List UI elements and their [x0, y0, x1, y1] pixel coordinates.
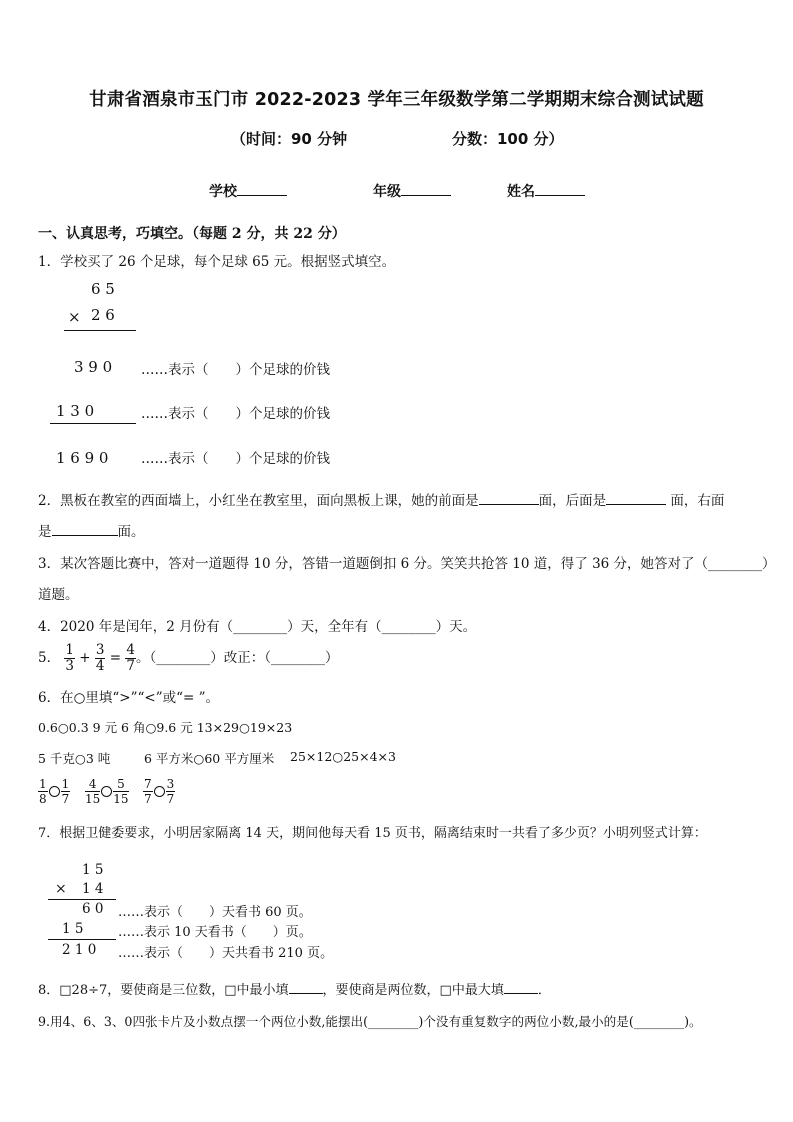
q6-fr1-b-den: 7 — [61, 792, 70, 806]
grade-blank[interactable] — [401, 181, 451, 196]
q8-blank-min[interactable] — [289, 980, 323, 994]
q6-row-2-b: 6 平方米○60 平方厘米 — [144, 751, 275, 766]
q2-blank-right[interactable] — [52, 521, 118, 536]
q6-fraction-compare-2 — [85, 778, 129, 805]
q7-partial-2: 1 5 — [62, 921, 84, 937]
q6-fr2-a-num: 4 — [85, 778, 100, 792]
q7-times-sign: × — [55, 881, 67, 897]
q8-blank-max[interactable] — [504, 980, 538, 994]
q7-multiplicand: 1 5 — [82, 862, 104, 878]
exam-time: （时间：90 分钟 — [231, 130, 348, 148]
question-2-line-1 — [38, 489, 724, 509]
q7-partial-1: 6 0 — [82, 901, 104, 917]
compare-circle[interactable] — [49, 786, 60, 797]
q5-prefix: 5． — [38, 650, 61, 666]
q2-text-c: 面，右面 — [666, 493, 725, 509]
question-9: 9.用4、6、3、0四张卡片及小数点摆一个两位小数,能摆出(________)个没有重复数字的两位小数,最小的是(________)。 — [38, 1014, 702, 1029]
q1-multiplicand: 6 5 — [91, 280, 115, 298]
q1-times-sign: × — [68, 308, 81, 326]
q5-equals: = — [109, 650, 122, 666]
q1-multiplier: 2 6 — [91, 306, 115, 324]
school-field — [209, 181, 287, 201]
q8-text-b: ，要使商是两位数，□中最大填 — [322, 983, 504, 998]
q2-blank-back[interactable] — [606, 490, 666, 505]
q6-fraction-compare-3 — [143, 778, 175, 805]
q1-note-1: ……表示（ ）个足球的价钱 — [141, 362, 330, 378]
question-3-line-1: 3．某次答题比赛中，答对一道题得 10 分，答错一道题倒扣 6 分。笑笑共抢答 10 道，得了 36 分，她答对了（________） — [38, 556, 776, 572]
q8-text-c: ． — [537, 983, 551, 998]
q1-note-2: ……表示（ ）个足球的价钱 — [141, 406, 330, 422]
question-6: 6．在○里填“>”“<”或“= ”。 — [38, 690, 220, 706]
q6-fr1-a-den: 8 — [39, 792, 47, 806]
q6-row-2-c: 25×12○25×4×3 — [290, 749, 396, 764]
q5-fraction-3 — [125, 641, 136, 674]
name-field — [507, 181, 585, 201]
grade-field — [373, 181, 451, 201]
q5-f3-denominator: 7 — [126, 658, 135, 674]
q2-text-d: 是 — [38, 524, 52, 540]
q2-text-e: 面。 — [117, 524, 145, 540]
q6-row-1: 0.6○0.3 9 元 6 角○9.6 元 13×29○19×23 — [38, 720, 293, 735]
compare-circle[interactable] — [154, 786, 165, 797]
q5-suffix: 。（________）改正：（________） — [135, 650, 339, 666]
q6-fr1-a-num: 1 — [39, 777, 47, 791]
q6-row-2-a: 5 千克○3 吨 — [38, 751, 111, 766]
school-label: 学校 — [209, 184, 237, 200]
question-4: 4．2020 年是闰年，2 月份有（________）天，全年有（________）天。 — [38, 619, 477, 635]
q1-note-3: ……表示（ ）个足球的价钱 — [141, 451, 330, 467]
q5-fraction-2 — [95, 641, 106, 674]
question-7: 7．根据卫健委要求，小明居家隔离 14 天，期间他每天看 15 页书，隔离结束时一共看了多少页？小明列竖式计算： — [38, 826, 707, 841]
q7-note-2: ……表示 10 天看书（ ）页。 — [118, 925, 312, 940]
exam-score: 分数：100 分） — [452, 130, 564, 148]
q7-note-3: ……表示（ ）天共看书 210 页。 — [118, 946, 334, 961]
q7-product: 2 1 0 — [62, 942, 97, 958]
q6-fr3-b-num: 3 — [166, 777, 175, 791]
question-2-line-2 — [38, 520, 145, 540]
q6-fr2-b-den: 15 — [113, 792, 129, 806]
q5-f2-numerator: 3 — [95, 641, 105, 658]
name-blank[interactable] — [535, 181, 585, 196]
q2-blank-front[interactable] — [479, 490, 539, 505]
q6-fraction-compare-1 — [38, 778, 70, 805]
q6-fr3-a-num: 7 — [144, 777, 152, 791]
q6-fr3-a-den: 7 — [144, 792, 152, 806]
q7-note-1: ……表示（ ）天看书 60 页。 — [118, 905, 312, 920]
q7-rule-2 — [48, 939, 116, 940]
question-3-line-2: 道题。 — [38, 587, 79, 603]
q7-rule-1 — [48, 899, 116, 900]
q6-fr1-b-num: 1 — [61, 777, 70, 791]
name-label: 姓名 — [507, 184, 535, 200]
question-8 — [38, 979, 551, 998]
q5-f1-denominator: 3 — [65, 658, 74, 674]
question-5 — [38, 638, 338, 678]
q6-fr2-a-den: 15 — [85, 792, 101, 806]
page-title: 甘肃省酒泉市玉门市 2022-2023 学年三年级数学第二学期期末综合测试试题 — [89, 90, 704, 110]
q6-fr2-b-num: 5 — [113, 778, 128, 792]
q1-rule-2 — [50, 423, 136, 424]
q5-fraction-1 — [64, 641, 75, 674]
q5-plus: + — [79, 650, 91, 666]
q7-multiplier: 1 4 — [82, 881, 104, 897]
q1-partial-2: 1 3 0 — [56, 402, 95, 420]
q8-text-a: 8．□28÷7，要使商是三位数，□中最小填 — [38, 983, 289, 998]
q5-f1-numerator: 1 — [65, 641, 74, 658]
q2-text-a: 2．黑板在教室的西面墙上，小红坐在教室里，面向黑板上课，她的前面是 — [38, 493, 479, 509]
q1-partial-1: 3 9 0 — [74, 358, 113, 376]
q1-rule-1 — [64, 330, 136, 331]
q5-f3-numerator: 4 — [126, 641, 135, 658]
compare-circle[interactable] — [101, 786, 112, 797]
q1-product: 1 6 9 0 — [56, 449, 109, 467]
q6-fr3-b-den: 7 — [166, 792, 175, 806]
school-blank[interactable] — [237, 181, 287, 196]
q5-f2-denominator: 4 — [95, 658, 105, 674]
question-1: 1．学校买了 26 个足球，每个足球 65 元。根据竖式填空。 — [38, 254, 396, 270]
section-heading: 一、认真思考，巧填空。（每题 2 分，共 22 分） — [38, 226, 346, 242]
q2-text-b: 面，后面是 — [538, 493, 607, 509]
grade-label: 年级 — [373, 184, 401, 200]
